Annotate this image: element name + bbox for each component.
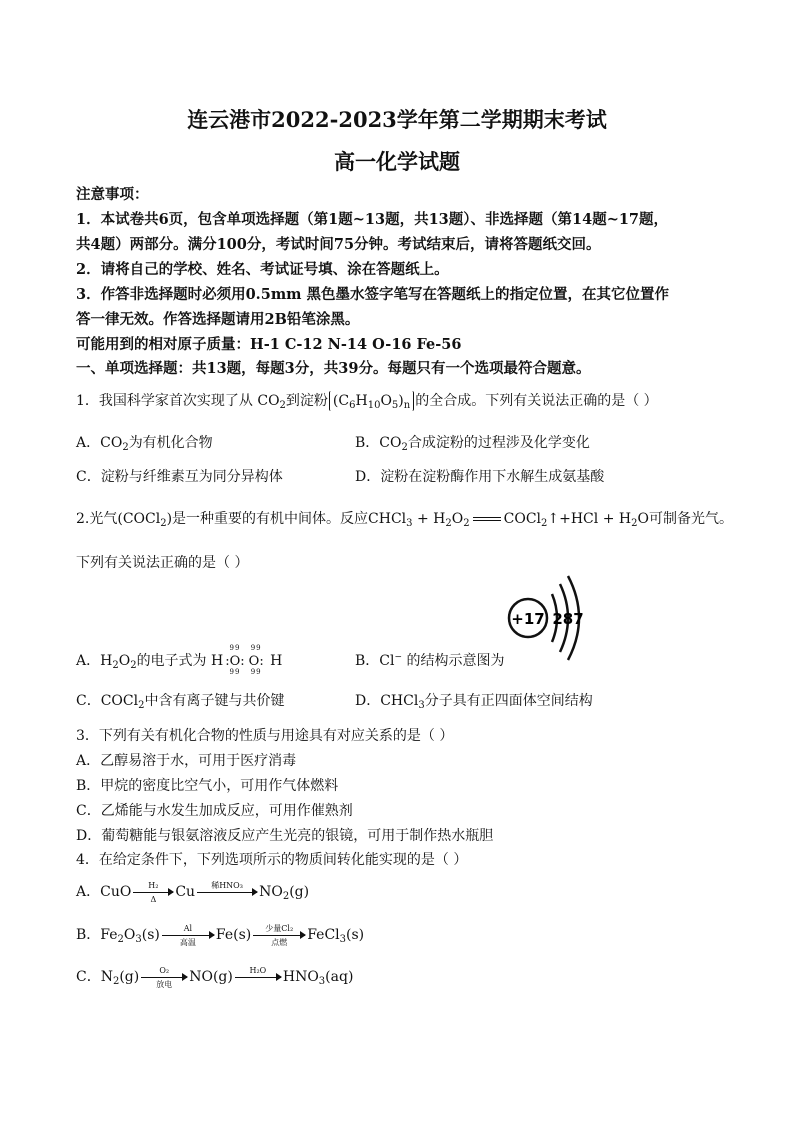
q4-option-a: A．CuO $\frac{\text{H₂}}{\Delta}$ Cu 稀HNO₃ $NO_2(g)$ <box>76 880 310 904</box>
notice-1-line-2: 共4题）两部分。满分100分，考试时间75分钟。考试结束后，请将答题纸交回。 <box>76 236 601 253</box>
atomic-masses: 可能用到的相对原子质量：H-1 C-12 N-14 O-16 Fe-56 <box>76 336 462 353</box>
q1-option-a: A．$CO_2$为有机化合物 <box>76 435 213 453</box>
q1-option-c: C．淀粉与纤维素互为同分异构体 <box>76 469 283 485</box>
notice-2: 2．请将自己的学校、姓名、考试证号填、涂在答题纸上。 <box>76 261 449 278</box>
question-2-stem: 2.光气(COCl$_2$)是一种重要的有机中间体。反应CHCl$_3$ + $H_2O_2$ COCl$_2$↑+HCl + $H_2O$可制备光气。 <box>76 511 733 529</box>
reaction-arrow: 少量Cl₂ 点燃 <box>253 935 305 936</box>
q2-option-c: C．COCl$_2$中含有离子键与共价键 <box>76 693 285 711</box>
starch-formula: $(C_6H_{10}O_5)_n$ <box>329 391 414 411</box>
q2-option-a: A．$H_2O_2$的电子式为 H 99 :O: 99 99 O: 99 H <box>76 644 283 676</box>
question-4-stem: 4．在给定条件下，下列选项所示的物质间转化能实现的是（ ） <box>76 852 468 868</box>
reaction-arrow: 稀HNO₃ <box>197 892 257 893</box>
chloride-ion-structure-diagram <box>500 572 592 664</box>
electron-dots-o1: 99 :O: 99 <box>225 644 245 676</box>
question-3-stem: 3．下列有关有机化合物的性质与用途具有对应关系的是（ ） <box>76 728 454 744</box>
q3-option-c: C．乙烯能与水发生加成反应，可用作催熟剂 <box>76 803 353 819</box>
question-2-stem-line-2: 下列有关说法正确的是（ ） <box>76 555 249 571</box>
q3-option-a: A．乙醇易溶于水，可用于医疗消毒 <box>76 753 297 769</box>
notice-heading: 注意事项： <box>76 186 149 203</box>
q2-option-d: D．CHCl$_3$分子具有正四面体空间结构 <box>355 693 593 711</box>
electron-dots-o2: 99 O: 99 <box>248 644 264 676</box>
equation-equals-sign <box>473 517 501 521</box>
nucleus-charge: +17 <box>511 610 545 628</box>
electron-counts: 287 <box>552 610 584 628</box>
section-1-heading: 一、单项选择题：共13题，每题3分，共39分。每题只有一个选项最符合题意。 <box>76 360 591 377</box>
notice-3-line-1: 3．作答非选择题时必须用0.5mm 黑色墨水签字笔写在答题纸上的指定位置，在其它位置作 <box>76 286 670 303</box>
exam-subtitle: 高一化学试题 <box>334 149 460 174</box>
q3-option-d: D．葡萄糖能与银氨溶液反应产生光亮的银镜，可用于制作热水瓶胆 <box>76 828 494 844</box>
reaction-arrow: Al 高温 <box>162 935 214 936</box>
reaction-arrow: O₂ 放电 <box>141 977 187 978</box>
exam-title: 连云港市2022-2023学年第二学期期末考试 <box>187 107 607 132</box>
notice-1-line-1: 1．本试卷共6页，包含单项选择题（第1题~13题，共13题）、非选择题（第14题~17题， <box>76 211 669 228</box>
notice-3-line-2: 答一律无效。作答选择题请用2B铅笔涂黑。 <box>76 311 360 328</box>
q2-option-b: B．Cl− 的结构示意图为 <box>355 652 505 669</box>
q3-option-b: B．甲烷的密度比空气小，可用作气体燃料 <box>76 778 339 794</box>
q1-option-d: D．淀粉在淀粉酶作用下水解生成氨基酸 <box>355 469 605 485</box>
question-1-stem: 1．我国科学家首次实现了从 $CO_2$到淀粉 $(C_6H_{10}O_5)_n$ 的全合成。下列有关说法正确的是（ ） <box>76 393 658 411</box>
reaction-arrow: H₂O <box>235 977 281 978</box>
q4-option-b: B．$Fe_2O_3(s)$ Al 高温 Fe(s) 少量Cl₂ 点燃 FeCl$_3$(s) <box>76 923 365 947</box>
reaction-arrow: $\frac{\text{H₂}}{\Delta}$ <box>133 892 173 893</box>
q1-option-b: B．$CO_2$合成淀粉的过程涉及化学变化 <box>355 435 590 453</box>
q4-option-c: C．$N_2(g)$ O₂ 放电 NO(g) H₂O $HNO_3(aq)$ <box>76 965 354 989</box>
